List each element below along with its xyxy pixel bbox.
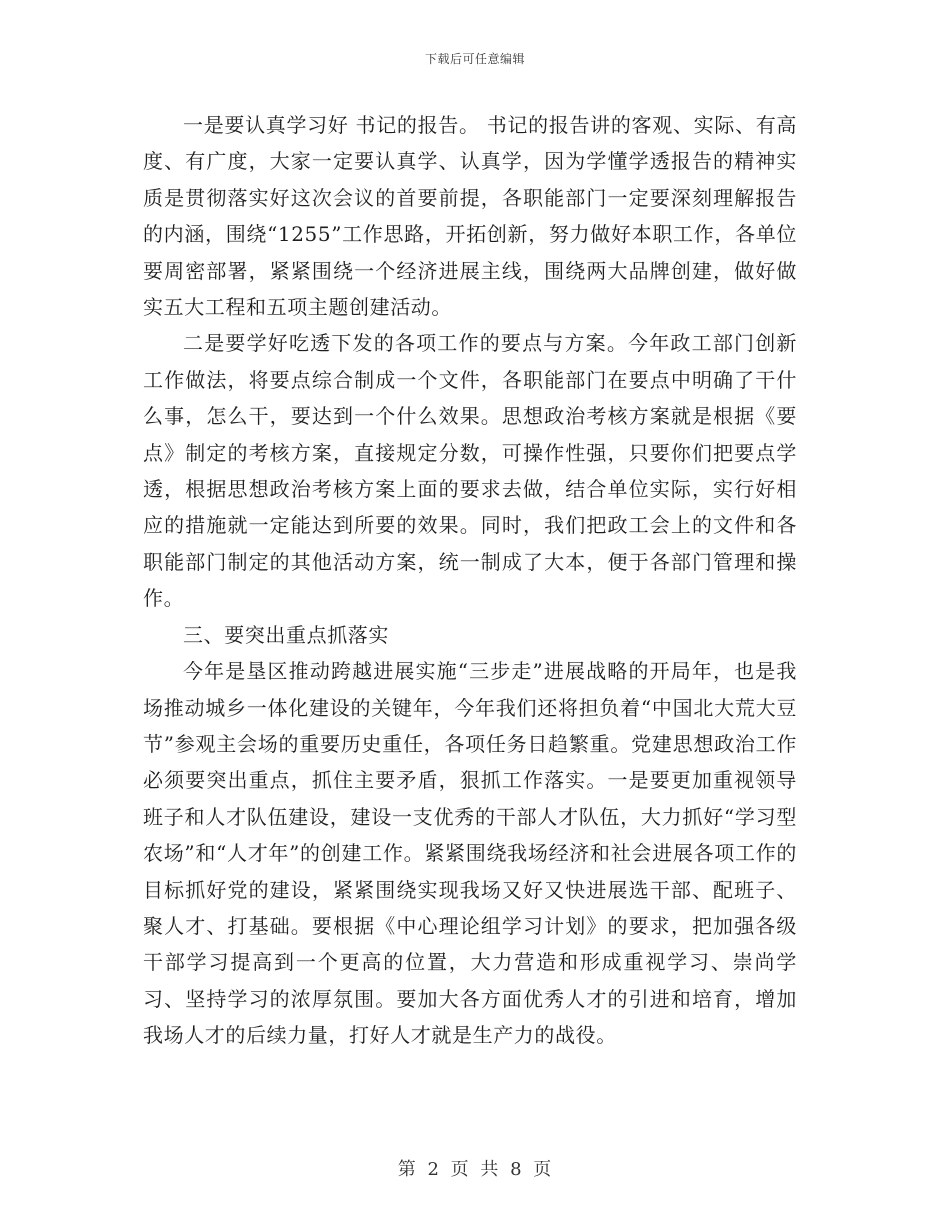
paragraph-key-points: 今年是垦区推动跨越进展实施“三步走”进展战略的开局年，也是我场推动城乡一体化建设的关键年，今年我们还将担负着“中国北大荒大豆节”参观主会场的重要历史重任，各项任务日趋繁重。党建思想政治工作必须要突出重点，抓住主要矛盾，狠抓工作落实。一是要更加重视领导班子和人才队伍建设，建设一支优秀的干部人才队伍，大力抓好“学习型农场”和“人才年”的创建工作。紧紧围绕我场经济和社会进展各项工作的目标抓好党的建设，紧紧围绕实现我场又好又快进展选干部、配班子、聚人才、打基础。要根据《中心理论组学习计划》的要求，把加强各级干部学习提高到一个更高的位置，大力营造和形成重视学习、崇尚学习、坚持学习的浓厚氛围。要加大各方面优秀人才的引进和培育，增加我场人才的后续力量，打好人才就是生产力的战役。: [143, 659, 797, 1048]
page-footer: 第 2 页 共 8 页: [397, 1159, 553, 1180]
paragraph-study-plans: 二是要学好吃透下发的各项工作的要点与方案。今年政工部门创新工作做法，将要点综合制成一个文件，各职能部门在要点中明确了干什么事，怎么干，要达到一个什么效果。思想政治考核方案就是根据《要点》制定的考核方案，直接规定分数，可操作性强，只要你们把要点学透，根据思想政治考核方案上面的要求去做，结合单位实际，实行好相应的措施就一定能达到所要的效果。同时，我们把政工会上的文件和各职能部门制定的其他活动方案，统一制成了大本，便于各部门管理和操作。: [143, 331, 797, 611]
section-heading-key-points: 三、要突出重点抓落实: [183, 622, 389, 647]
page-header: 下载后可任意编辑: [424, 52, 525, 66]
document-body: [143, 107, 797, 1054]
paragraph-study-report: 一是要认真学习好 书记的报告。 书记的报告讲的客观、实际、有高度、有广度，大家一定要认真学、认真学，因为学懂学透报告的精神实质是贯彻落实好这次会议的首要前提，各职能部门一定要深刻理解报告的内涵，围绕“1255”工作思路，开拓创新，努力做好本职工作，各单位要周密部署，紧紧围绕一个经济进展主线，围绕两大品牌创建，做好做实五大工程和五项主题创建活动。: [143, 113, 797, 320]
